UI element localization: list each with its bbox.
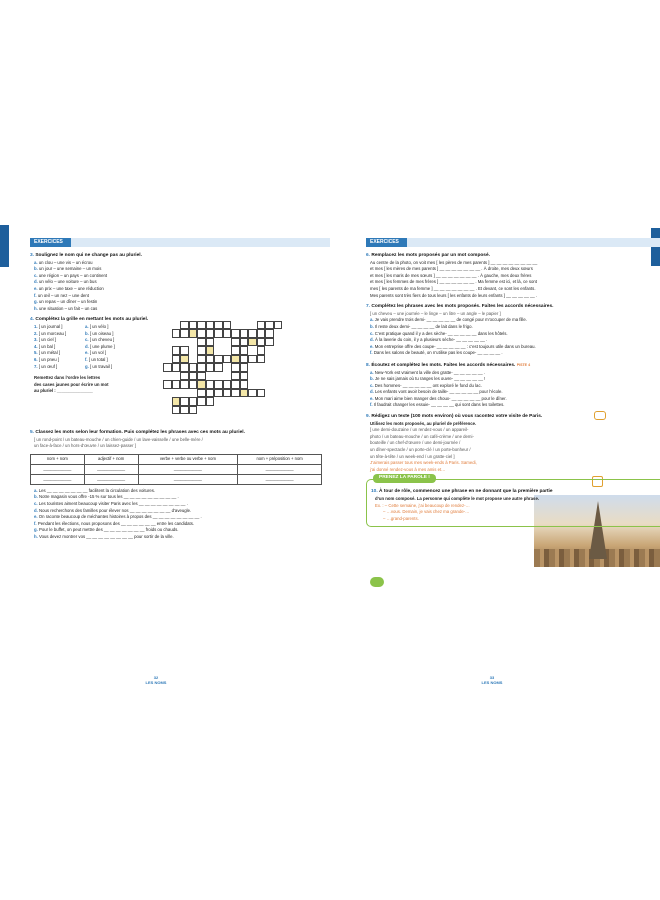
ex8-item: d. Les enfants vont avoir besoin de taille- __ __ __ __ __ pour l’école. xyxy=(370,389,503,395)
grid-cell[interactable] xyxy=(240,372,249,381)
grid-cell[interactable] xyxy=(180,397,189,406)
ex8-items xyxy=(366,370,660,410)
grid-cell[interactable] xyxy=(231,380,240,389)
grid-cell[interactable] xyxy=(240,338,249,347)
ex8-item: f. Il faudrait changer les essuie- __ __ __ __ qui sont dans les toilettes. xyxy=(370,402,505,408)
grid-cell[interactable] xyxy=(231,363,240,372)
ex6-title: 6. Remplacez les mots proposés par un mot composé. xyxy=(366,253,490,258)
grid-cell[interactable] xyxy=(189,406,198,415)
ex7-item: a. Je vais prendre trois demi- __ __ __ __ __ de congé pour m’occuper de ma fille. xyxy=(370,317,527,323)
grid-cell[interactable] xyxy=(197,397,206,406)
grid-cell[interactable] xyxy=(180,380,189,389)
answer-cell[interactable]: ____________ xyxy=(138,464,238,474)
ex9-word-line: [ une demi-douzaine / un rendez-vous / un appareil- xyxy=(370,427,469,433)
grid-cell[interactable] xyxy=(172,363,181,372)
ex5-sentence: a. Les __ __ __ __ __ __ __ facilitent la circulation des voitures. xyxy=(34,487,156,493)
grid-cell[interactable] xyxy=(189,363,198,372)
ex7-items xyxy=(366,317,660,357)
ex3-item: c. une région – un pays – un continent xyxy=(34,272,108,278)
grid-cell[interactable] xyxy=(240,380,249,389)
grid-cell[interactable] xyxy=(223,329,232,338)
grid-cell[interactable] xyxy=(257,329,266,338)
grid-cell[interactable] xyxy=(206,329,215,338)
grid-cell[interactable] xyxy=(214,329,223,338)
ex5-words-1: [ un rond-point / un bateau-mouche / un chien-guide / un lave-vaisselle / une belle-mère / xyxy=(34,436,203,442)
ex10-title-2: d’un nom composé. La personne qui complète le mot propose une autre phrase. xyxy=(375,496,540,501)
grid-cell[interactable] xyxy=(214,363,223,372)
grid-cell[interactable] xyxy=(240,389,249,398)
grid-cell[interactable] xyxy=(163,363,172,372)
ex7-item: f. Dans les salons de beauté, on n’utilise pas les coupe- __ __ __ __ . xyxy=(370,350,503,356)
grid-cell[interactable] xyxy=(265,329,274,338)
grid-cell[interactable] xyxy=(223,389,232,398)
ex4-word: e. [ un vol ] xyxy=(84,350,107,356)
ex4-word: d. [ une plume ] xyxy=(84,343,115,349)
ex5-sentence: e. On raconte beaucoup de méchantes histoires à propos des __ __ __ __ __ __ __ __ . xyxy=(34,514,202,520)
ex4-word: c. [ un cheveu ] xyxy=(84,337,115,343)
grid-cell[interactable] xyxy=(197,363,206,372)
grid-cell[interactable] xyxy=(257,355,266,364)
grid-cell[interactable] xyxy=(197,380,206,389)
grid-cell[interactable] xyxy=(240,346,249,355)
grid-cell[interactable] xyxy=(231,389,240,398)
ex4-body xyxy=(30,324,330,424)
ex5-title: 5. Classez les mots selon leur formation. Puis complétez les phrases avec ces mots au pluriel. xyxy=(30,429,245,435)
crossword-grid xyxy=(163,321,333,421)
grid-cell[interactable] xyxy=(248,329,257,338)
ex3-title: 3. Soulignez le nom qui ne change pas au pluriel. xyxy=(30,253,142,258)
col-header: nom + préposition + nom xyxy=(238,454,322,464)
chapter-tab-left xyxy=(0,225,9,267)
answer-cell[interactable]: ____________ xyxy=(84,464,138,474)
ex3-item: a. un clou – une vis – un écrou xyxy=(34,259,93,265)
right-page-number: 33 LES NOMS xyxy=(481,675,503,685)
ex5-sentence: g. Pour le buffet, on peut mettre des __ __ __ __ __ __ __ froids ou chauds. xyxy=(34,527,179,533)
grid-cell[interactable] xyxy=(206,363,215,372)
grid-cell[interactable] xyxy=(206,355,215,364)
ex6-line: mes [ les parents de ma femme ] __ __ __ __ __ __ __ . Et devant, ce sont les enfants. xyxy=(370,285,536,291)
ex4-word: f. [ un total ] xyxy=(84,356,108,362)
grid-cell[interactable] xyxy=(240,355,249,364)
ex9-word-line: un dîner-spectacle / un porte-clé / un porte-bonheur / xyxy=(370,447,471,453)
ex10-title: 10. À tour de rôle, commencez une phrase en ne donnant que la première partie xyxy=(371,489,553,495)
ex9-words xyxy=(366,427,530,460)
grid-cell[interactable] xyxy=(231,346,240,355)
grid-cell[interactable] xyxy=(265,321,274,330)
ex9-subtitle: Utilisez les mots proposés, au pluriel de préférence. xyxy=(370,420,477,426)
exercises-banner xyxy=(30,238,330,247)
ex9-word-line: photo / un bateau-mouche / un café-crème / une demi- xyxy=(370,433,474,439)
grid-cell[interactable] xyxy=(172,346,181,355)
grid-cell[interactable] xyxy=(180,329,189,338)
ex4-word: 6. [ un pneu ] xyxy=(34,356,60,362)
ex4-word: a. [ un vélo ] xyxy=(84,323,109,329)
ex9-word-line: bouteille / un chef-d’œuvre / une demi-journée / xyxy=(370,440,461,446)
classification-table xyxy=(30,454,322,485)
ex4-lists xyxy=(30,324,134,395)
grid-cell[interactable] xyxy=(257,389,266,398)
grid-cell[interactable] xyxy=(206,338,215,347)
ex3-item: b. un jour – une semaine – un mois xyxy=(34,266,102,272)
ex8-item: a. New-York est vraiment la ville des gratte- __ __ __ __ __ . xyxy=(370,369,485,375)
ex3-items xyxy=(30,260,330,313)
ex4-title: 4. Complétez la grille en mettant les mots au pluriel. xyxy=(30,317,149,323)
grid-cell[interactable] xyxy=(223,380,232,389)
ex10-example: – …vous. Demain, je vais chez ma grande-… xyxy=(383,509,470,515)
grid-cell[interactable] xyxy=(206,389,215,398)
exercises-banner xyxy=(366,238,660,247)
col-header: adjectif + nom xyxy=(84,454,138,464)
grid-cell[interactable] xyxy=(189,380,198,389)
ex6-line: et mes [ les femmes de mes frères ] __ __ __ __ __ __ . Ma femme est ici, et là, ce sont xyxy=(370,279,537,285)
grid-cell[interactable] xyxy=(214,321,223,330)
grid-cell[interactable] xyxy=(223,355,232,364)
grid-cell[interactable] xyxy=(197,321,206,330)
grid-cell[interactable] xyxy=(240,329,249,338)
grid-cell[interactable] xyxy=(189,321,198,330)
grid-cell[interactable] xyxy=(180,321,189,330)
grid-cell[interactable] xyxy=(197,346,206,355)
grid-cell[interactable] xyxy=(206,321,215,330)
ex4-word: 7. [ un œuf ] xyxy=(34,363,58,369)
grid-cell[interactable] xyxy=(214,380,223,389)
grid-cell[interactable] xyxy=(180,355,189,364)
ex8-title: 8. Écoutez et complétez les mots. Faites les accords nécessaires. PISTE 4 xyxy=(366,362,531,368)
ex4-word: 5. [ un métal ] xyxy=(34,350,61,356)
grid-cell[interactable] xyxy=(231,355,240,364)
grid-cell[interactable] xyxy=(180,406,189,415)
grid-cell[interactable] xyxy=(189,329,198,338)
speaking-header: PRENEZ LA PAROLE ! xyxy=(373,474,436,483)
ex4-word: 4. [ un bal ] xyxy=(34,343,56,349)
speech-bubble-icon xyxy=(370,577,384,587)
audio-track-label[interactable]: PISTE 4 xyxy=(516,362,531,367)
ex6-line: et mes [ les maris de mes sœurs ] __ __ __ __ __ __ __ . À gauche, mes deux frères xyxy=(370,272,532,278)
grid-cell[interactable] xyxy=(231,372,240,381)
grid-cell[interactable] xyxy=(172,329,181,338)
grid-cell[interactable] xyxy=(197,372,206,381)
grid-cell[interactable] xyxy=(180,372,189,381)
ex7-words: [ un cheveu – une journée – le linge – un litre – un angle – le papier ] xyxy=(370,310,501,316)
ex3-item: f. un œil – un nez – une dent xyxy=(34,292,89,298)
ex5-sentence: f. Pendant les élections, nous proposons des __ __ __ __ __ __ entre les candidats. xyxy=(34,520,195,526)
ex6-text xyxy=(366,260,660,300)
answer-cell[interactable]: ____________ xyxy=(84,474,138,484)
grid-cell[interactable] xyxy=(189,397,198,406)
grid-cell[interactable] xyxy=(197,355,206,364)
ex7-item: d. À la laverie du coin, il y a plusieurs sèche- __ __ __ __ __ . xyxy=(370,337,488,343)
ex4-right-list xyxy=(85,324,134,370)
grid-cell[interactable] xyxy=(214,389,223,398)
answer-cell[interactable]: ____________ xyxy=(238,464,322,474)
grid-cell[interactable] xyxy=(248,355,257,364)
grid-cell[interactable] xyxy=(240,363,249,372)
answer-cell[interactable]: ____________ xyxy=(238,474,322,484)
ex4-word: b. [ un oiseau ] xyxy=(84,330,114,336)
banner-label: EXERCICES xyxy=(366,238,407,247)
col-header: verbe + verbe ou verbe + nom xyxy=(138,454,238,464)
grid-cell[interactable] xyxy=(248,389,257,398)
grid-cell[interactable] xyxy=(172,406,181,415)
ex3-item: d. un vélo – une voiture – un bus xyxy=(34,279,97,285)
grid-cell[interactable] xyxy=(231,338,240,347)
audio-icon xyxy=(594,411,606,420)
grid-cell[interactable] xyxy=(223,321,232,330)
banner-label: EXERCICES xyxy=(30,238,71,247)
ex4-word: g. [ un travail ] xyxy=(84,363,113,369)
ex10-example: – …grand-parents. xyxy=(383,515,419,521)
ex3-item: e. un prix – une taxe – une réduction xyxy=(34,285,104,291)
ex7-item: b. Il reste deux demi- __ __ __ __ de lait dans le frigo. xyxy=(370,323,473,329)
grid-cell[interactable] xyxy=(180,363,189,372)
ex9-word-line: un tête-à-tête / un week-end / un gratte-ciel ] xyxy=(370,453,455,459)
grid-cell[interactable] xyxy=(197,389,206,398)
grid-cell[interactable] xyxy=(172,380,181,389)
answer-cell[interactable]: ____________ xyxy=(138,474,238,484)
grid-cell[interactable] xyxy=(257,346,266,355)
answer-cell[interactable]: ____________ xyxy=(31,474,85,484)
ex6-line: et mes [ les mères de mes parents ] __ __ __ __ __ __ __ . À droite, mes deux sœurs xyxy=(370,266,533,272)
ex3-item: h. une situation – un fait – un cas xyxy=(34,305,98,311)
ex7-item: e. Mon entreprise offre des coupe- __ __ __ __ __ : c’est toujours utile dans un bureau. xyxy=(370,343,536,349)
col-header: nom + nom xyxy=(31,454,85,464)
ex4-reorder: Remettez dans l’ordre les lettres des cases jaunes pour écrire un mot au pluriel : _______________ xyxy=(34,375,109,394)
ex4-left-list xyxy=(34,324,85,370)
grid-cell[interactable] xyxy=(197,338,206,347)
grid-cell[interactable] xyxy=(172,397,181,406)
right-page xyxy=(366,238,660,668)
ex5-sentence: d. Nous recherchons des familles pour élever nos __ __ __ __ __ __ __ d’aveugle. xyxy=(34,507,192,513)
grid-cell[interactable] xyxy=(231,329,240,338)
ex4-word: 3. [ un ciel ] xyxy=(34,337,56,343)
left-page xyxy=(30,238,330,668)
ex3-item: g. un repas – un dîner – un festin xyxy=(34,299,98,305)
grid-cell[interactable] xyxy=(257,338,266,347)
left-page-number: 32 LES NOMS xyxy=(145,675,167,685)
ex9-example: J’aimerais passer tous mes week-ends à Paris. Samedi, xyxy=(370,460,477,466)
grid-cell[interactable] xyxy=(265,338,274,347)
grid-cell[interactable] xyxy=(206,346,215,355)
grid-cell[interactable] xyxy=(206,397,215,406)
ex5-sentence: h. Vous devez montrer vos __ __ __ __ __ __ __ __ pour sortir de la ville. xyxy=(34,533,174,539)
ex5-sentences xyxy=(30,488,330,541)
ex7-item: c. C’est pratique quand il y a des sèche- __ __ __ __ __ dans les hôtels. xyxy=(370,330,508,336)
ex9-example: j’ai donné rendez-vous à mes amis et… xyxy=(370,466,446,472)
ex5-sentence: b. Notre magasin vous offre -15 % sur tous les __ __ __ __ __ __ __ __ __ . xyxy=(34,494,179,500)
ex8-item: e. Mon mari aime bien manger des choux- __ __ __ __ __ pour le dîner. xyxy=(370,395,507,401)
grid-cell[interactable] xyxy=(189,372,198,381)
grid-cell[interactable] xyxy=(214,355,223,364)
grid-cell[interactable] xyxy=(206,380,215,389)
grid-cell[interactable] xyxy=(274,321,283,330)
ex8-item: b. Je ne sais jamais où tu ranges les ouvre- __ __ __ __ __ ! xyxy=(370,376,486,382)
speaking-box xyxy=(366,475,660,527)
ex4-word: 2. [ un morceau ] xyxy=(34,330,67,336)
answer-cell[interactable]: ____________ xyxy=(31,464,85,474)
ex5-words-2: un face-à-face / un hors-d’œuvre / un laissez-passer ] xyxy=(34,443,136,449)
ex4-word: 1. [ un journal ] xyxy=(34,323,63,329)
ex6-line: Mes parents sont très fiers de tous leurs [ les enfants de leurs enfants ] __ __ __ __ __ . xyxy=(370,292,538,298)
grid-cell[interactable] xyxy=(248,338,257,347)
ex5-sentence: c. Les touristes aiment beaucoup visiter Paris avec les __ __ __ __ __ __ __ __ . xyxy=(34,500,188,506)
ex7-title: 7. Complétez les phrases avec les mots proposés. Faites les accords nécessaires. xyxy=(366,304,554,310)
grid-cell[interactable] xyxy=(180,346,189,355)
grid-cell[interactable] xyxy=(163,380,172,389)
grid-cell[interactable] xyxy=(172,355,181,364)
ex9-title: 9. Rédigez un texte (100 mots environ) où vous racontez votre visite de Paris. xyxy=(366,414,543,420)
grid-cell[interactable] xyxy=(257,321,266,330)
ex8-item: c. Des hommes- __ __ __ __ __ ont exploré le fond du lac. xyxy=(370,382,482,388)
grid-cell[interactable] xyxy=(197,329,206,338)
ex6-line: Au centre de la photo, on voit mes [ les pères de mes parents ] __ __ __ __ __ __ __ __ xyxy=(370,259,538,265)
ex10-example: Ex. : – Cette semaine, j’ai beaucoup de rendez-… xyxy=(375,502,470,508)
